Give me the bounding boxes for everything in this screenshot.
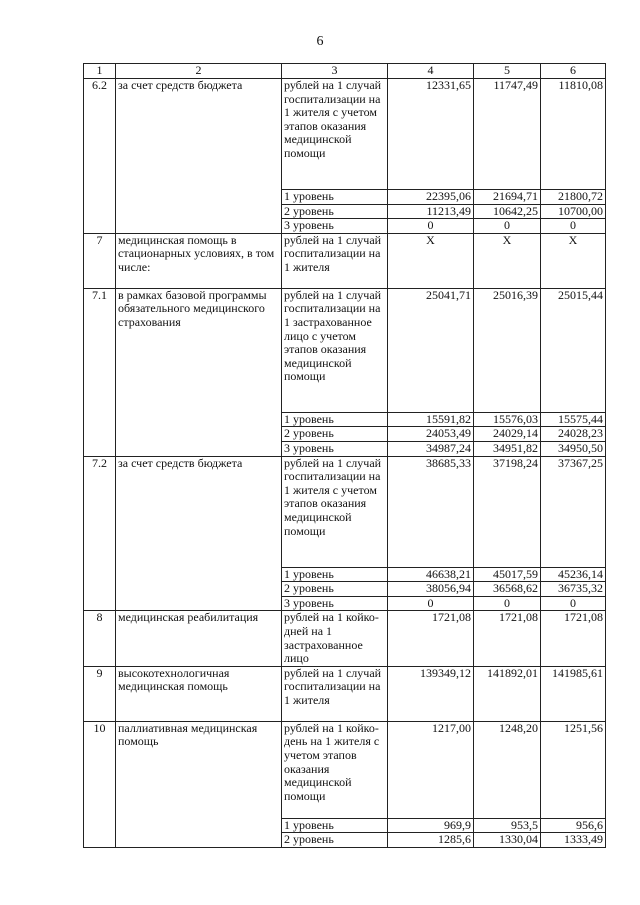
value-col6: X [541, 233, 606, 288]
value-col6: 45236,14 [541, 567, 606, 582]
table-row [84, 721, 606, 818]
value-col6: 24028,23 [541, 427, 606, 442]
row-number: 8 [84, 611, 116, 666]
column-header: 5 [474, 64, 541, 79]
value-col6: 21800,72 [541, 190, 606, 205]
value-col5: 15576,03 [474, 412, 541, 427]
row-unit: 1 уровень [282, 190, 388, 205]
table-row [84, 288, 606, 412]
value-col4: 25041,71 [388, 288, 474, 412]
row-number: 7.2 [84, 456, 116, 611]
row-unit: рублей на 1 койко-день на 1 жителя с учетом этапов оказания медицинской помощи [282, 721, 388, 818]
row-number: 10 [84, 721, 116, 847]
value-col4: 0 [388, 219, 474, 234]
table-row [84, 233, 606, 288]
value-col6: 0 [541, 219, 606, 234]
value-col5: 1248,20 [474, 721, 541, 818]
value-col4: 38056,94 [388, 582, 474, 597]
value-col4: 1721,08 [388, 611, 474, 666]
value-col4: 1217,00 [388, 721, 474, 818]
row-name: высокотехнологичная медицинская помощь [116, 666, 282, 721]
value-col5: 953,5 [474, 818, 541, 833]
value-col5: 37198,24 [474, 456, 541, 567]
value-col4: 34987,24 [388, 441, 474, 456]
value-col6: 141985,61 [541, 666, 606, 721]
value-col6: 34950,50 [541, 441, 606, 456]
value-col4: 969,9 [388, 818, 474, 833]
value-col4: 12331,65 [388, 79, 474, 190]
row-unit: 1 уровень [282, 818, 388, 833]
column-header: 4 [388, 64, 474, 79]
row-unit: 1 уровень [282, 412, 388, 427]
value-col6: 1251,56 [541, 721, 606, 818]
table-row [84, 666, 606, 721]
table-row [84, 611, 606, 666]
value-col4: 22395,06 [388, 190, 474, 205]
row-unit: рублей на 1 случай госпитализации на 1 жителя [282, 233, 388, 288]
value-col5: 1330,04 [474, 833, 541, 848]
column-header: 2 [116, 64, 282, 79]
column-header: 6 [541, 64, 606, 79]
value-col4: 24053,49 [388, 427, 474, 442]
value-col5: 0 [474, 596, 541, 611]
value-col6: 11810,08 [541, 79, 606, 190]
value-col5: 34951,82 [474, 441, 541, 456]
row-unit: 2 уровень [282, 582, 388, 597]
value-col4: 15591,82 [388, 412, 474, 427]
value-col6: 956,6 [541, 818, 606, 833]
table-row [84, 79, 606, 190]
value-col4: 139349,12 [388, 666, 474, 721]
value-col4: 0 [388, 596, 474, 611]
value-col5: 36568,62 [474, 582, 541, 597]
row-name: медицинская помощь в стационарных условиях, в том числе: [116, 233, 282, 288]
row-unit: рублей на 1 случай госпитализации на 1 жителя с учетом этапов оказания медицинской помощи [282, 456, 388, 567]
value-col4: 38685,33 [388, 456, 474, 567]
row-unit: 2 уровень [282, 427, 388, 442]
value-col5: 141892,01 [474, 666, 541, 721]
value-col5: 21694,71 [474, 190, 541, 205]
column-header: 3 [282, 64, 388, 79]
value-col6: 37367,25 [541, 456, 606, 567]
value-col5: 11747,49 [474, 79, 541, 190]
value-col5: 25016,39 [474, 288, 541, 412]
row-number: 6.2 [84, 79, 116, 234]
value-col6: 25015,44 [541, 288, 606, 412]
value-col6: 36735,32 [541, 582, 606, 597]
page-number: 6 [316, 34, 324, 49]
row-number: 7.1 [84, 288, 116, 456]
row-number: 9 [84, 666, 116, 721]
value-col6: 10700,00 [541, 204, 606, 219]
value-col5: 24029,14 [474, 427, 541, 442]
row-unit: 3 уровень [282, 219, 388, 234]
row-unit: рублей на 1 случай госпитализации на 1 застрахованное лицо с учетом этапов оказания медицинской помощи [282, 288, 388, 412]
table-header-row [84, 64, 606, 79]
row-unit: 2 уровень [282, 204, 388, 219]
value-col6: 0 [541, 596, 606, 611]
value-col6: 1721,08 [541, 611, 606, 666]
value-col5: X [474, 233, 541, 288]
value-col6: 1333,49 [541, 833, 606, 848]
row-name: в рамках базовой программы обязательного медицинского страхования [116, 288, 282, 456]
row-name: за счет средств бюджета [116, 456, 282, 611]
row-number: 7 [84, 233, 116, 288]
row-name: за счет средств бюджета [116, 79, 282, 234]
row-unit: 3 уровень [282, 596, 388, 611]
table-row [84, 456, 606, 567]
row-unit: рублей на 1 случай госпитализации на 1 жителя с учетом этапов оказания медицинской помощи [282, 79, 388, 190]
row-unit: 3 уровень [282, 441, 388, 456]
row-unit: рублей на 1 койко-дней на 1 застрахованное лицо [282, 611, 388, 666]
value-col4: 46638,21 [388, 567, 474, 582]
value-col5: 0 [474, 219, 541, 234]
row-unit: 2 уровень [282, 833, 388, 848]
value-col5: 10642,25 [474, 204, 541, 219]
row-unit: рублей на 1 случай госпитализации на 1 жителя [282, 666, 388, 721]
column-header: 1 [84, 64, 116, 79]
row-name: медицинская реабилитация [116, 611, 282, 666]
value-col4: 1285,6 [388, 833, 474, 848]
row-name: паллиативная медицинская помощь [116, 721, 282, 847]
value-col6: 15575,44 [541, 412, 606, 427]
value-col4: X [388, 233, 474, 288]
tariff-table [83, 63, 606, 848]
value-col4: 11213,49 [388, 204, 474, 219]
value-col5: 1721,08 [474, 611, 541, 666]
row-unit: 1 уровень [282, 567, 388, 582]
value-col5: 45017,59 [474, 567, 541, 582]
